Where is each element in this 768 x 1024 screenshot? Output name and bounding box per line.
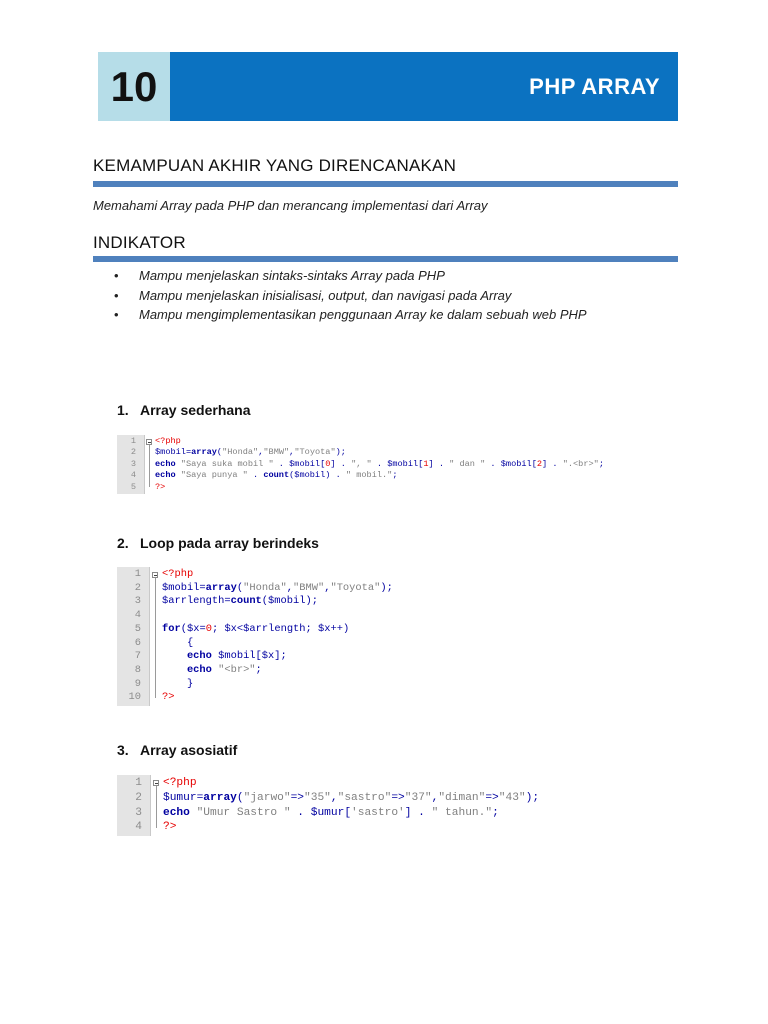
code-token: "Honda"	[222, 447, 259, 458]
code-token: "Honda"	[243, 581, 287, 594]
code-token: =>	[485, 791, 499, 804]
line-number: 1	[135, 777, 142, 789]
code-token: .	[290, 806, 311, 819]
code-token: (	[180, 622, 187, 635]
code-token: =	[196, 791, 204, 804]
code-token: .	[335, 458, 352, 469]
kemampuan-heading: KEMAMPUAN AKHIR YANG DIRENCANAKAN	[93, 156, 457, 175]
code-token: "jarwo"	[243, 791, 291, 804]
code-token: );	[525, 791, 540, 804]
code-token: =	[199, 622, 206, 635]
example-heading	[117, 742, 237, 758]
code-token: "43"	[498, 791, 526, 804]
code-token: 0	[325, 458, 331, 469]
line-number: 5	[134, 622, 141, 635]
code-token: <?php	[155, 436, 181, 446]
code-token: $mobil	[162, 581, 200, 594]
code-token: =>	[391, 791, 405, 804]
code-token: ,	[258, 447, 264, 458]
code-token: .	[411, 806, 432, 819]
code-text	[163, 820, 176, 835]
code-token: <?php	[163, 777, 197, 789]
code-token: ,	[330, 791, 338, 804]
code-token: $mobil	[218, 650, 256, 663]
example-number: 1.	[117, 402, 129, 418]
code-token: echo	[155, 458, 176, 469]
code-token: (	[236, 581, 244, 594]
code-text	[162, 637, 193, 651]
code-line	[117, 791, 587, 806]
example-number: 2.	[117, 535, 129, 551]
code-token: (	[261, 595, 269, 608]
code-token: "diman"	[438, 791, 486, 804]
code-token: );	[380, 581, 393, 594]
code-token: =	[199, 581, 206, 594]
code-token: ;	[211, 622, 225, 635]
code-token: 0	[205, 622, 212, 635]
line-number: 10	[128, 691, 141, 704]
code-text	[155, 470, 398, 481]
line-number: 2	[130, 447, 136, 458]
line-number: 7	[134, 650, 141, 663]
code-token: $umur	[163, 791, 197, 804]
code-token: .	[371, 458, 388, 469]
line-number: 1	[134, 568, 141, 580]
code-token: )	[325, 470, 331, 481]
code-token: $mobil	[289, 458, 321, 469]
kemampuan-divider	[93, 181, 678, 187]
code-token: $x	[318, 622, 331, 635]
code-token: "Toyota"	[294, 447, 336, 458]
code-token: $umur	[310, 806, 345, 819]
code-line	[117, 637, 430, 651]
indikator-item: • Mampu menjelaskan sintaks-sintaks Array pada PHP	[114, 268, 587, 288]
code-token: $mobil	[268, 595, 306, 608]
code-token: {	[162, 636, 194, 649]
code-token: ", "	[351, 458, 372, 469]
code-line	[117, 623, 430, 637]
line-number: 9	[134, 677, 141, 690]
code-token: count	[263, 470, 290, 481]
code-token: " tahun."	[431, 806, 493, 819]
line-number: 4	[135, 821, 142, 834]
code-text	[162, 568, 193, 582]
code-token: for	[162, 622, 181, 635]
code-line	[117, 806, 587, 821]
code-token: ]	[542, 458, 548, 469]
line-number: 8	[134, 663, 141, 676]
code-token: =>	[290, 791, 305, 804]
code-line	[117, 436, 675, 447]
code-token: ;	[305, 622, 319, 635]
line-number: 4	[130, 470, 136, 481]
code-token: "Toyota"	[330, 581, 381, 594]
chapter-number: 10	[98, 52, 170, 121]
code-token: "Saya punya "	[175, 470, 248, 481]
code-token: $mobil	[500, 458, 532, 469]
code-token: ,	[289, 447, 295, 458]
code-text	[162, 595, 318, 609]
code-token: .	[433, 458, 450, 469]
code-token: ]	[404, 806, 412, 819]
code-token: array	[205, 581, 237, 594]
line-number: 4	[134, 609, 141, 622]
code-token: ;	[392, 470, 398, 481]
code-token: echo	[163, 806, 190, 819]
code-line	[117, 678, 430, 692]
code-text	[163, 776, 197, 791]
code-snippet-array-asosiatif	[117, 775, 587, 836]
code-token: "Umur Sastro "	[189, 806, 291, 819]
code-text	[155, 447, 346, 458]
code-snippet-loop-array	[117, 567, 430, 706]
code-text	[162, 678, 193, 692]
code-text	[155, 459, 604, 470]
code-token: "37"	[404, 791, 432, 804]
code-token: <?php	[162, 568, 194, 580]
code-token: (	[289, 470, 295, 481]
code-line	[117, 595, 430, 609]
example-heading	[117, 535, 319, 551]
line-number: 2	[135, 791, 142, 804]
code-token: "<br>"	[218, 663, 256, 676]
code-token: .	[247, 470, 264, 481]
code-line	[117, 582, 430, 596]
code-line	[117, 609, 430, 623]
code-line	[117, 776, 587, 791]
line-number: 3	[130, 458, 136, 469]
code-token: "BMW"	[263, 447, 290, 458]
code-token: echo	[162, 650, 219, 663]
code-token: "Saya suka mobil "	[175, 458, 274, 469]
code-token: array	[203, 791, 237, 804]
code-token: 2	[536, 458, 543, 469]
code-token: ;	[598, 458, 604, 469]
code-text	[155, 436, 181, 447]
code-token: =	[224, 595, 231, 608]
example-heading	[117, 402, 251, 418]
code-line	[117, 470, 675, 481]
code-token: ?>	[155, 481, 166, 492]
code-token: ]	[330, 458, 336, 469]
code-token: $mobil	[387, 458, 419, 469]
code-token: "BMW"	[293, 581, 325, 594]
code-token: $mobil	[294, 470, 326, 481]
code-line	[117, 459, 675, 470]
code-token: " dan "	[449, 458, 486, 469]
code-token: .	[485, 458, 501, 469]
code-token: (	[216, 447, 223, 458]
code-token: }	[162, 677, 194, 690]
code-token: [	[255, 650, 262, 663]
indikator-divider	[93, 256, 678, 262]
code-text	[162, 582, 393, 596]
code-token: .	[547, 458, 563, 469]
code-token: $mobil	[155, 447, 186, 458]
code-token: 'sastro'	[351, 806, 405, 819]
code-token: array	[191, 447, 217, 458]
code-token: =	[185, 447, 192, 458]
code-token: [	[418, 458, 424, 469]
code-token: $x	[186, 622, 200, 635]
example-title: Array asosiatif	[140, 742, 238, 758]
code-text	[162, 650, 287, 664]
line-number: 1	[130, 436, 136, 446]
code-token: [	[344, 806, 352, 819]
code-token: ?>	[163, 821, 177, 834]
code-text	[162, 623, 349, 637]
code-text	[163, 791, 539, 806]
example-number: 3.	[117, 742, 129, 758]
code-line	[117, 447, 675, 458]
code-token: ?>	[162, 691, 175, 704]
line-number: 5	[130, 481, 136, 492]
code-token: ,	[431, 791, 439, 804]
code-token: ]	[428, 458, 434, 469]
code-snippet-array-sederhana	[117, 435, 675, 494]
code-token: "35"	[304, 791, 331, 804]
code-token: ;	[492, 806, 499, 819]
line-number: 6	[134, 636, 141, 649]
code-text	[162, 664, 262, 678]
indikator-heading: INDIKATOR	[93, 233, 186, 252]
indikator-list	[114, 268, 587, 327]
code-text	[162, 691, 174, 705]
indikator-item: • Mampu mengimplementasikan penggunaan Array ke dalam sebuah web PHP	[114, 307, 587, 327]
code-line	[117, 650, 430, 664]
code-line	[117, 820, 587, 835]
code-token: [	[531, 458, 537, 469]
code-text	[155, 482, 165, 493]
code-token: (	[236, 791, 244, 804]
example-title: Loop pada array berindeks	[140, 535, 319, 551]
code-line	[117, 568, 430, 582]
code-token: $x	[224, 622, 237, 635]
code-token: <	[236, 622, 244, 635]
code-token: ,	[324, 581, 331, 594]
code-token: );	[305, 595, 318, 608]
example-title: Array sederhana	[140, 402, 251, 418]
code-token: );	[335, 447, 346, 458]
code-line	[117, 664, 430, 678]
line-number: 3	[134, 595, 141, 608]
code-token: 1	[423, 458, 429, 469]
code-token: $x	[261, 650, 275, 663]
code-token: ;	[255, 663, 262, 676]
code-token: echo	[162, 663, 219, 676]
code-token: ];	[274, 650, 287, 663]
indikator-item: • Mampu menjelaskan inisialisasi, output, dan navigasi pada Array	[114, 288, 587, 308]
code-token: $arrlength	[243, 622, 306, 635]
code-line	[117, 691, 430, 705]
kemampuan-body: Memahami Array pada PHP dan merancang implementasi dari Array	[93, 198, 488, 213]
line-number: 3	[135, 806, 142, 819]
code-token: [	[320, 458, 326, 469]
code-token: echo	[155, 470, 176, 481]
line-number: 2	[134, 581, 141, 594]
code-token: ".<br>"	[562, 458, 599, 469]
code-token: count	[230, 595, 262, 608]
code-line	[117, 482, 675, 493]
code-token: .	[330, 470, 346, 481]
code-token: ++)	[330, 622, 350, 635]
chapter-title-bar	[170, 52, 678, 121]
code-token: .	[273, 458, 290, 469]
code-token: $arrlength	[162, 595, 225, 608]
code-token: "sastro"	[337, 791, 392, 804]
chapter-title: PHP ARRAY	[529, 73, 660, 99]
chapter-header	[98, 52, 678, 121]
code-token: " mobil."	[345, 470, 393, 481]
code-text	[163, 806, 499, 821]
code-token: ,	[286, 581, 294, 594]
